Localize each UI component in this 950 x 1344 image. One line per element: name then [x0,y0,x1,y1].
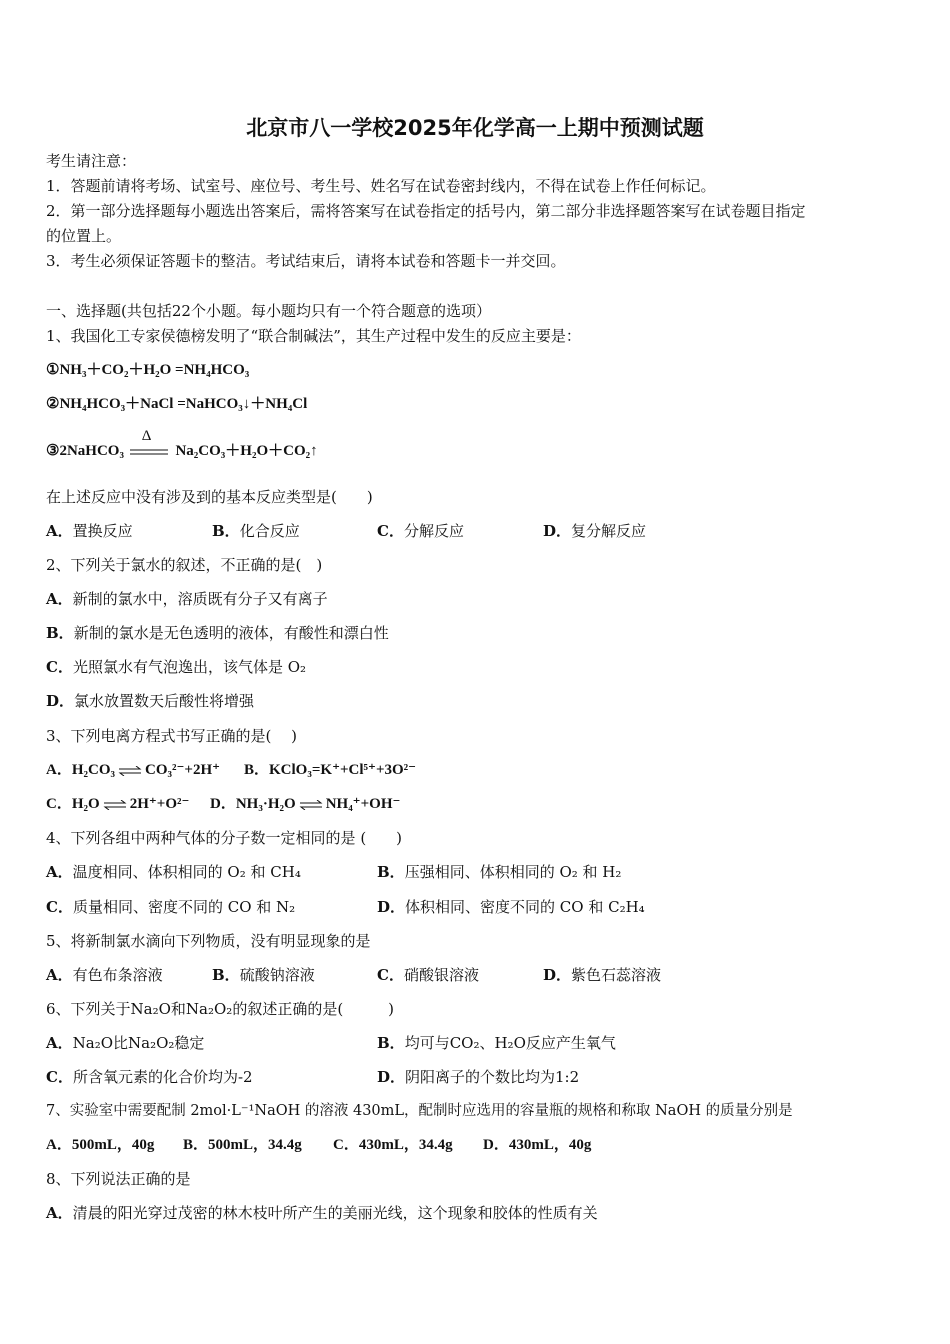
option-letter: B． [212,966,240,984]
q3-option-a-label: A． [46,762,72,778]
option-letter: D． [543,522,572,540]
notice-heading: 考生请注意： [46,152,137,170]
q5-option-d[interactable]: D．紫色石蕊溶液 [543,966,662,984]
reaction-3-products: Na₂CO₃＋H₂O＋CO₂↑ [175,443,318,459]
q3-option-c-right: 2H⁺+O²⁻ [129,796,190,812]
double-line-icon [128,442,172,462]
q3-option-a-right: CO₃²⁻+2H⁺ [145,762,221,778]
heat-symbol: Δ [141,427,152,444]
option-letter: D． [483,1137,509,1153]
option-letter: B． [244,762,270,778]
option-letter: C． [46,898,73,916]
q4-option-d[interactable]: D．体积相同、密度不同的 CO 和 C₂H₄ [377,898,645,916]
q5-option-b[interactable]: B．硫酸钠溶液 [212,966,315,984]
reaction-3-reactant: ③2NaHCO₃ [46,443,124,459]
option-letter: A． [46,1204,73,1222]
option-letter: D． [543,966,572,984]
q7-option-c[interactable]: C．430mL，34.4g [333,1137,453,1153]
option-letter: C． [377,522,404,540]
q1-option-c[interactable]: C．分解反应 [377,522,464,540]
option-letter: A． [46,1034,73,1052]
reaction-2: ②NH₄HCO₃＋NaCl =NaHCO₃↓＋NH₄Cl [46,396,308,412]
q3-option-d-left: NH₃·H₂O [235,796,296,812]
q8-option-a[interactable]: A．清晨的阳光穿过茂密的林木枝叶所产生的美丽光线，这个现象和胶体的性质有关 [46,1204,598,1222]
question-1-stem: 1、我国化工专家侯德榜发明了“联合制碱法”，其生产过程中发生的反应主要是： [46,327,581,345]
q3-option-a[interactable] [46,760,220,780]
option-letter: B． [377,863,405,881]
q7-option-b[interactable]: B．500mL，34.4g [183,1137,302,1153]
q3-option-d-label: D． [210,796,236,812]
notice-item-1: 1．答题前请将考场、试室号、座位号、考生号、姓名写在试卷密封线内，不得在试卷上作任何标记。 [46,177,716,195]
option-letter: D． [377,1068,406,1086]
q1-option-d[interactable]: D．复分解反应 [543,522,647,540]
q2-option-d[interactable]: D．氯水放置数天后酸性将增强 [46,692,255,710]
heat-equals-sign [128,427,172,462]
question-3-stem: 3、下列电离方程式书写正确的是( ) [46,727,298,745]
q5-option-c[interactable]: C．硝酸银溶液 [377,966,479,984]
option-letter: B． [46,624,74,642]
q3-option-c[interactable] [46,794,189,814]
q7-option-a[interactable]: A．500mL，40g [46,1137,155,1153]
q3-option-b[interactable]: B．KClO₃=K⁺+Cl⁵⁺+3O²⁻ [244,762,417,778]
q1-option-b[interactable]: B．化合反应 [212,522,300,540]
reversible-arrow-icon [118,766,142,776]
option-letter: C． [46,658,73,676]
q1-option-a[interactable]: A．置换反应 [46,522,133,540]
reaction-1: ①NH₃＋CO₂＋H₂O =NH₄HCO₃ [46,362,250,378]
section-heading: 一、选择题(共包括22个小题。每小题均只有一个符合题意的选项） [46,302,491,320]
q7-option-d[interactable]: D．430mL，40g [483,1137,592,1153]
q2-option-c[interactable]: C．光照氯水有气泡逸出，该气体是 O₂ [46,658,307,676]
q2-option-b[interactable]: B．新制的氯水是无色透明的液体，有酸性和漂白性 [46,624,389,642]
option-letter: A． [46,966,73,984]
reversible-arrow-icon [299,800,323,810]
q3-option-d[interactable] [210,794,400,814]
option-letter: A． [46,590,73,608]
q6-option-d[interactable]: D．阴阳离子的个数比均为1:2 [377,1068,580,1086]
notice-item-2-cont: 的位置上。 [46,227,122,245]
q3-option-a-left: H₂CO₃ [71,762,116,778]
q6-option-c[interactable]: C．所含氧元素的化合价均为-2 [46,1068,253,1086]
reaction-3 [46,427,318,462]
option-letter: A． [46,522,73,540]
question-8-stem: 8、下列说法正确的是 [46,1170,191,1188]
q4-option-c[interactable]: C．质量相同、密度不同的 CO 和 N₂ [46,898,296,916]
option-letter: B． [377,1034,405,1052]
option-letter: C． [46,1068,73,1086]
question-1-ask: 在上述反应中没有涉及到的基本反应类型是( ) [46,488,373,506]
option-letter: C． [377,966,404,984]
question-7-stem: 7、实验室中需要配制 2mol·L⁻¹NaOH 的溶液 430mL，配制时应选用的容量瓶的规格和称取 NaOH 的质量分别是 [46,1103,793,1119]
q5-option-a[interactable]: A．有色布条溶液 [46,966,163,984]
option-letter: D． [46,692,75,710]
option-letter: B． [212,522,240,540]
notice-item-3: 3．考生必须保证答题卡的整洁。考试结束后，请将本试卷和答题卡一并交回。 [46,252,566,270]
question-6-stem: 6、下列关于Na₂O和Na₂O₂的叙述正确的是( ) [46,1000,395,1018]
option-letter: D． [377,898,406,916]
option-letter: A． [46,1137,72,1153]
question-2-stem: 2、下列关于氯水的叙述，不正确的是( ) [46,556,323,574]
option-letter: A． [46,863,73,881]
q2-option-a[interactable]: A．新制的氯水中，溶质既有分子又有离子 [46,590,328,608]
q3-option-c-label: C． [46,796,72,812]
q4-option-a[interactable]: A．温度相同、体积相同的 O₂ 和 CH₄ [46,863,301,881]
question-5-stem: 5、将新制氯水滴向下列物质，没有明显现象的是 [46,932,371,950]
option-letter: B． [183,1137,209,1153]
q6-option-b[interactable]: B．均可与CO₂、H₂O反应产生氧气 [377,1034,616,1052]
reversible-arrow-icon [103,800,127,810]
q6-option-a[interactable]: A．Na₂O比Na₂O₂稳定 [46,1034,205,1052]
q4-option-b[interactable]: B．压强相同、体积相同的 O₂ 和 H₂ [377,863,622,881]
question-4-stem: 4、下列各组中两种气体的分子数一定相同的是 ( ) [46,829,403,847]
q3-option-c-left: H₂O [71,796,100,812]
notice-item-2: 2．第一部分选择题每小题选出答案后，需将答案写在试卷指定的括号内，第二部分非选择题答案写在试卷题目指定 [46,202,806,220]
q3-option-d-right: NH₄⁺+OH⁻ [325,796,401,812]
page-title: 北京市八一学校2025年化学高一上期中预测试题 [246,116,704,140]
option-letter: C． [333,1137,359,1153]
